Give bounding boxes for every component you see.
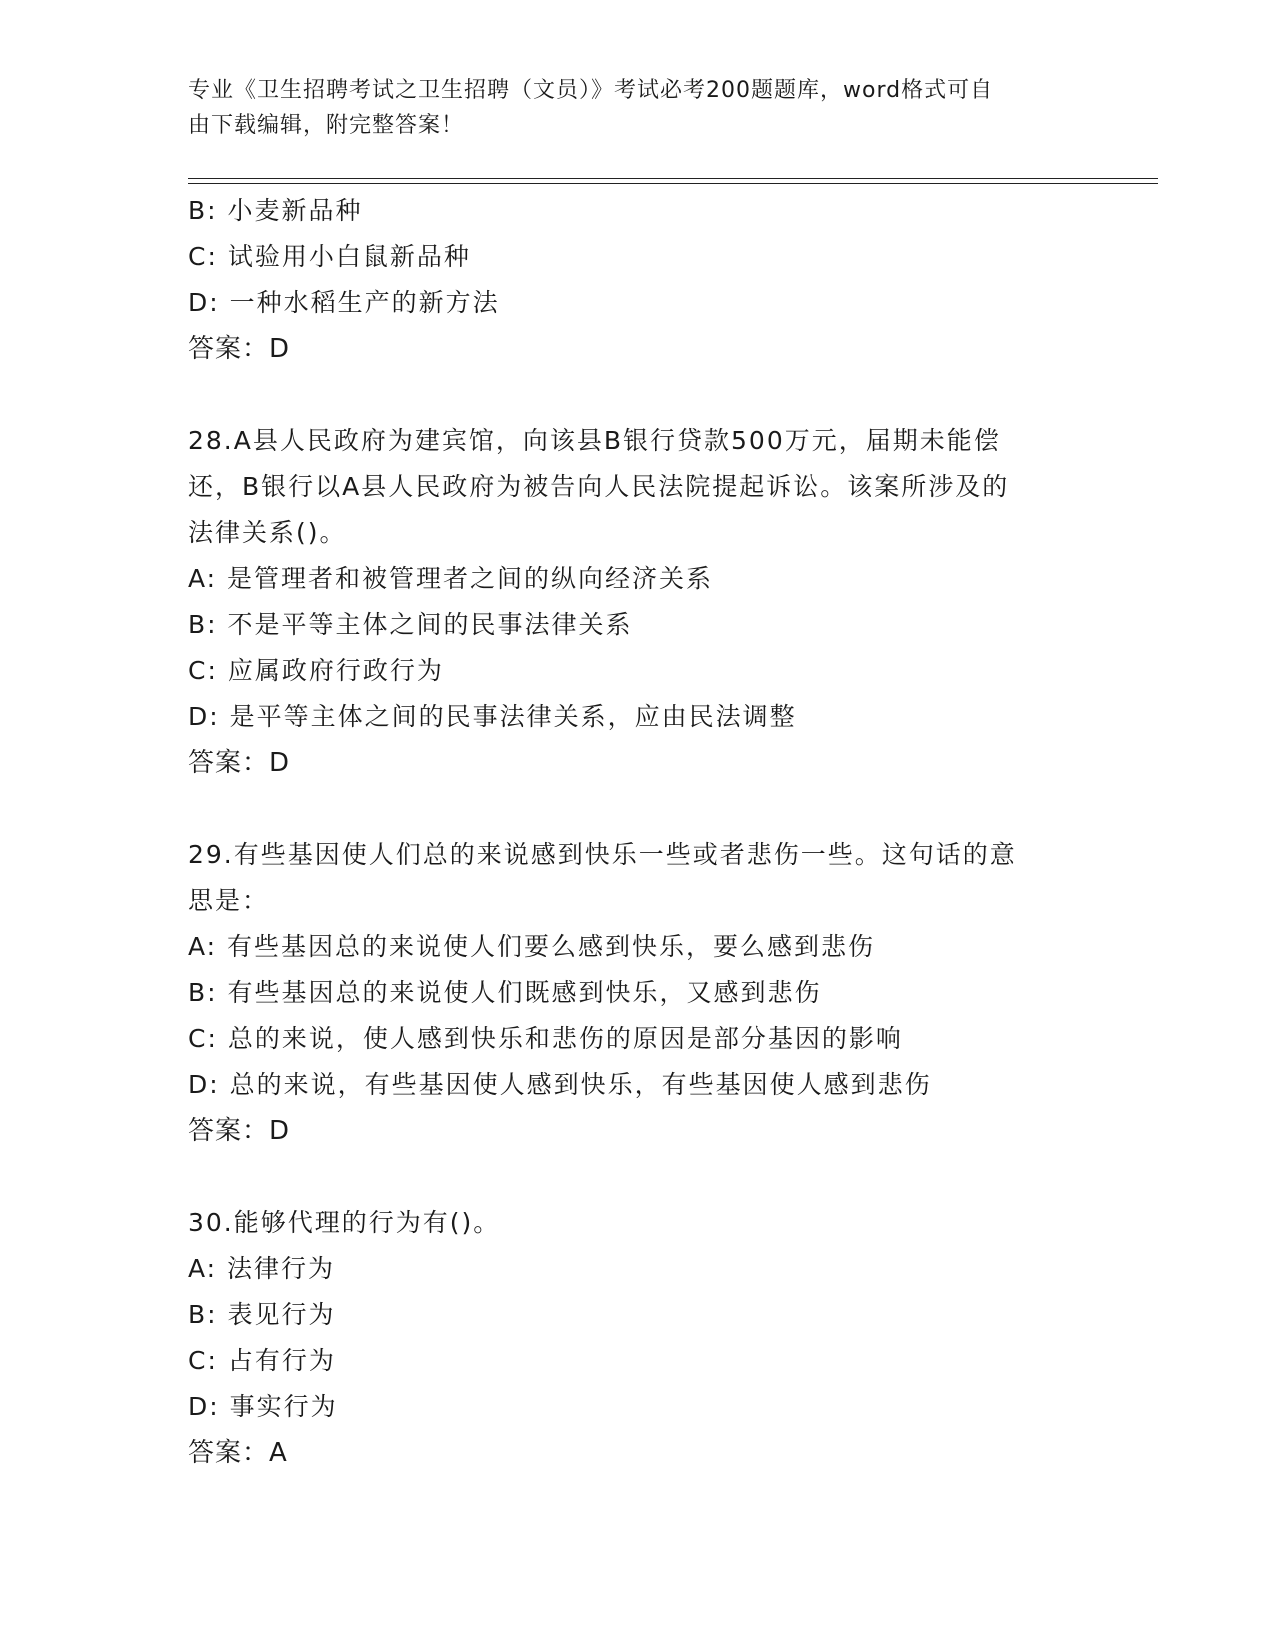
answer-line: 答案：A xyxy=(188,1438,288,1468)
question-text-line: 28.A县人民政府为建宾馆，向该县B银行贷款500万元，届期未能偿 xyxy=(188,426,1001,455)
question-text-line: 思是： xyxy=(188,886,270,915)
spacer xyxy=(188,1154,1088,1200)
option-a: A: 法律行为 xyxy=(188,1254,336,1283)
document-body xyxy=(188,188,1088,1476)
option-d: D: 总的来说，有些基因使人感到快乐，有些基因使人感到悲伤 xyxy=(188,1070,932,1099)
answer-line: 答案：D xyxy=(188,748,291,778)
question-text-line: 法律关系()。 xyxy=(188,518,347,547)
option-b: B: 不是平等主体之间的民事法律关系 xyxy=(188,610,633,639)
question-30 xyxy=(188,1200,1088,1476)
answer-line: 答案：D xyxy=(188,334,291,364)
header-divider-top xyxy=(188,178,1158,179)
question-28 xyxy=(188,418,1088,786)
option-a: A: 是管理者和被管理者之间的纵向经济关系 xyxy=(188,564,714,593)
header-divider-bottom xyxy=(188,183,1158,184)
option-c: C: 总的来说，使人感到快乐和悲伤的原因是部分基因的影响 xyxy=(188,1024,903,1053)
option-d: D: 一种水稻生产的新方法 xyxy=(188,288,500,317)
header-line-1: 专业《卫生招聘考试之卫生招聘（文员）》考试必考200题题库，word格式可自 xyxy=(188,78,994,103)
spacer xyxy=(188,786,1088,832)
option-b: B: 表见行为 xyxy=(188,1300,336,1329)
option-c: C: 占有行为 xyxy=(188,1346,336,1375)
question-29 xyxy=(188,832,1088,1154)
header-line-2: 由下载编辑，附完整答案！ xyxy=(188,113,465,138)
answer-line: 答案：D xyxy=(188,1116,291,1146)
question-text-line: 30.能够代理的行为有()。 xyxy=(188,1208,501,1237)
option-c: C: 应属政府行政行为 xyxy=(188,656,444,685)
document-header xyxy=(188,73,1068,143)
option-b: B: 小麦新品种 xyxy=(188,196,363,225)
spacer xyxy=(188,372,1088,418)
option-d: D: 事实行为 xyxy=(188,1392,338,1421)
option-b: B: 有些基因总的来说使人们既感到快乐，又感到悲伤 xyxy=(188,978,822,1007)
option-c: C: 试验用小白鼠新品种 xyxy=(188,242,471,271)
option-d: D: 是平等主体之间的民事法律关系，应由民法调整 xyxy=(188,702,797,731)
option-a: A: 有些基因总的来说使人们要么感到快乐，要么感到悲伤 xyxy=(188,932,876,961)
question-text-line: 还，B银行以A县人民政府为被告向人民法院提起诉讼。该案所涉及的 xyxy=(188,472,1010,501)
question-27-continued xyxy=(188,188,1088,372)
question-text-line: 29.有些基因使人们总的来说感到快乐一些或者悲伤一些。这句话的意 xyxy=(188,840,1017,869)
